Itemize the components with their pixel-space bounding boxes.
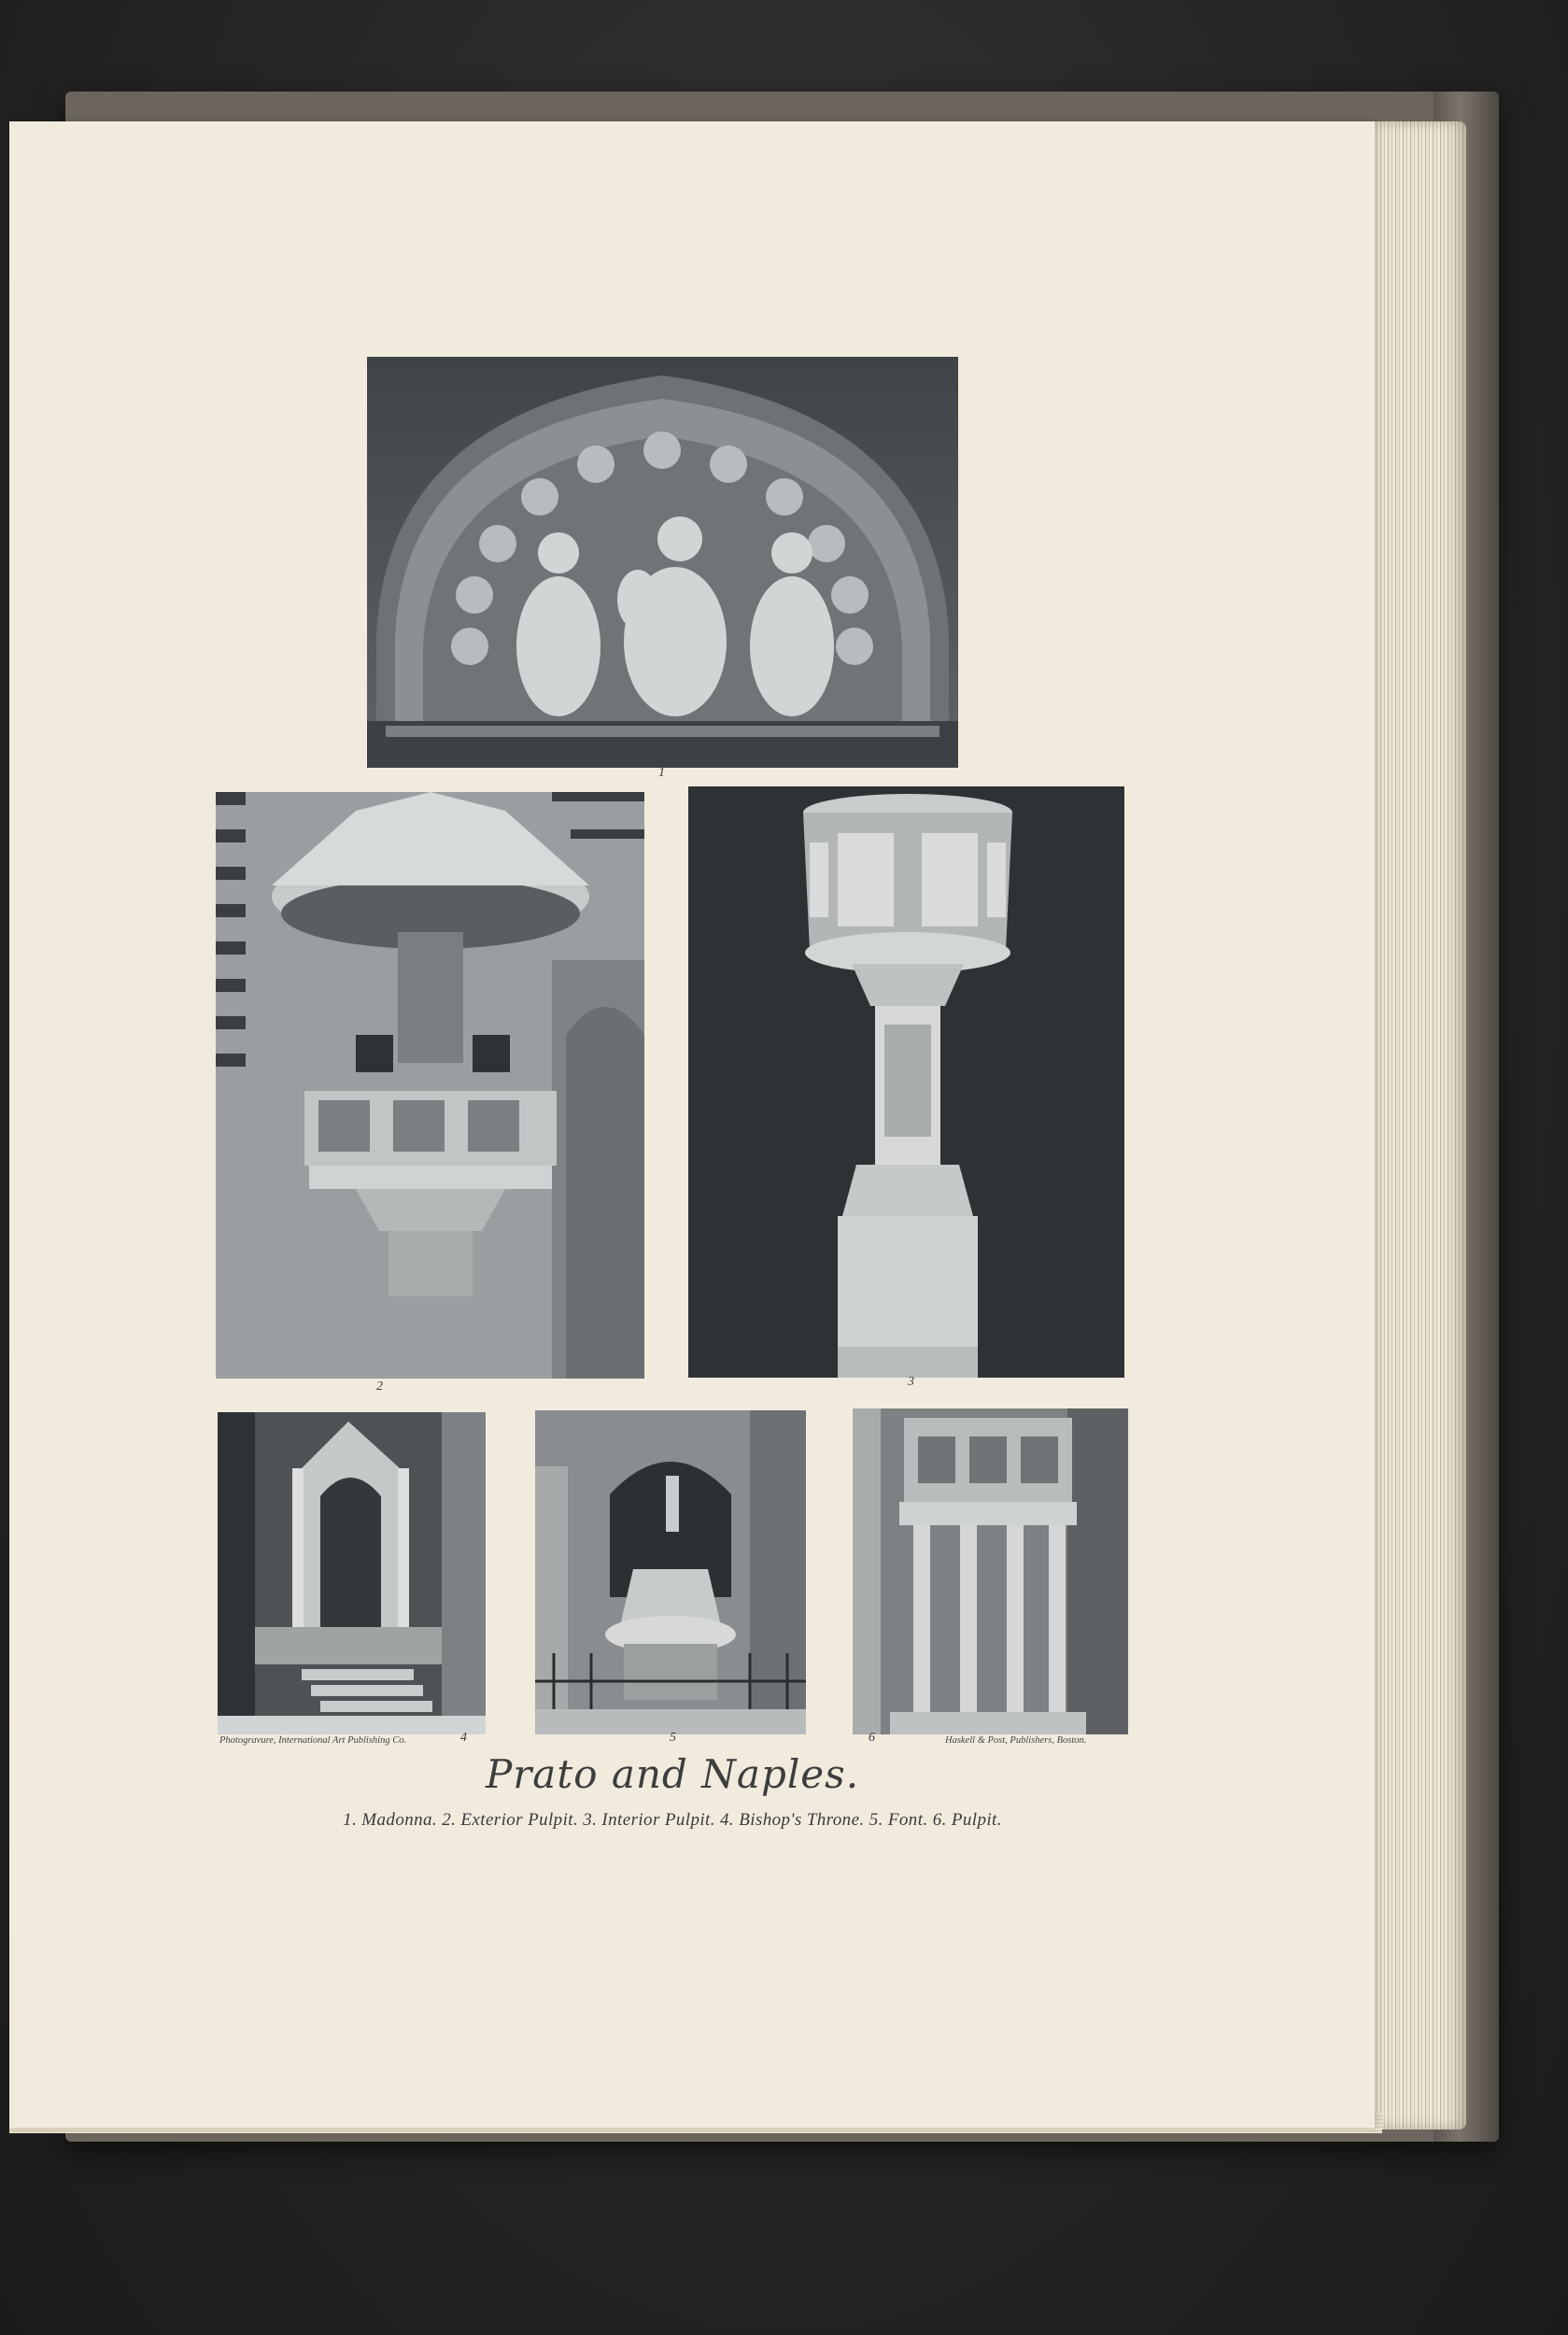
figure-number-5: 5 [670, 1731, 676, 1745]
figure-number-2: 2 [376, 1380, 383, 1394]
figure-number-1: 1 [658, 766, 665, 780]
photogravure-credit: Photogravure, International Art Publishing Co. [219, 1735, 407, 1746]
madonna-image [367, 357, 958, 768]
plate-interior-pulpit [688, 786, 1124, 1378]
interior-pulpit-image [688, 786, 1124, 1378]
plate-bishops-throne [218, 1412, 486, 1734]
figure-number-3: 3 [908, 1375, 914, 1389]
bishops-throne-image [218, 1412, 486, 1734]
figure-number-4: 4 [460, 1731, 467, 1745]
plate-exterior-pulpit [216, 792, 644, 1379]
figure-captions: 1. Madonna. 2. Exterior Pulpit. 3. Interior Pulpit. 4. Bishop's Throne. 5. Font. 6. Pulpit. [343, 1810, 1002, 1830]
font-image [535, 1410, 806, 1734]
publisher-credit: Haskell & Post, Publishers, Boston. [945, 1735, 1087, 1746]
plate-font [535, 1410, 806, 1734]
page-block-edges [1359, 121, 1466, 2130]
exterior-pulpit-image [216, 792, 644, 1379]
figure-number-6: 6 [869, 1731, 875, 1745]
plate-madonna [367, 357, 958, 768]
pulpit-image [853, 1408, 1128, 1734]
plate-title: Prato and Naples. [485, 1751, 860, 1797]
plate-pulpit [853, 1408, 1128, 1734]
